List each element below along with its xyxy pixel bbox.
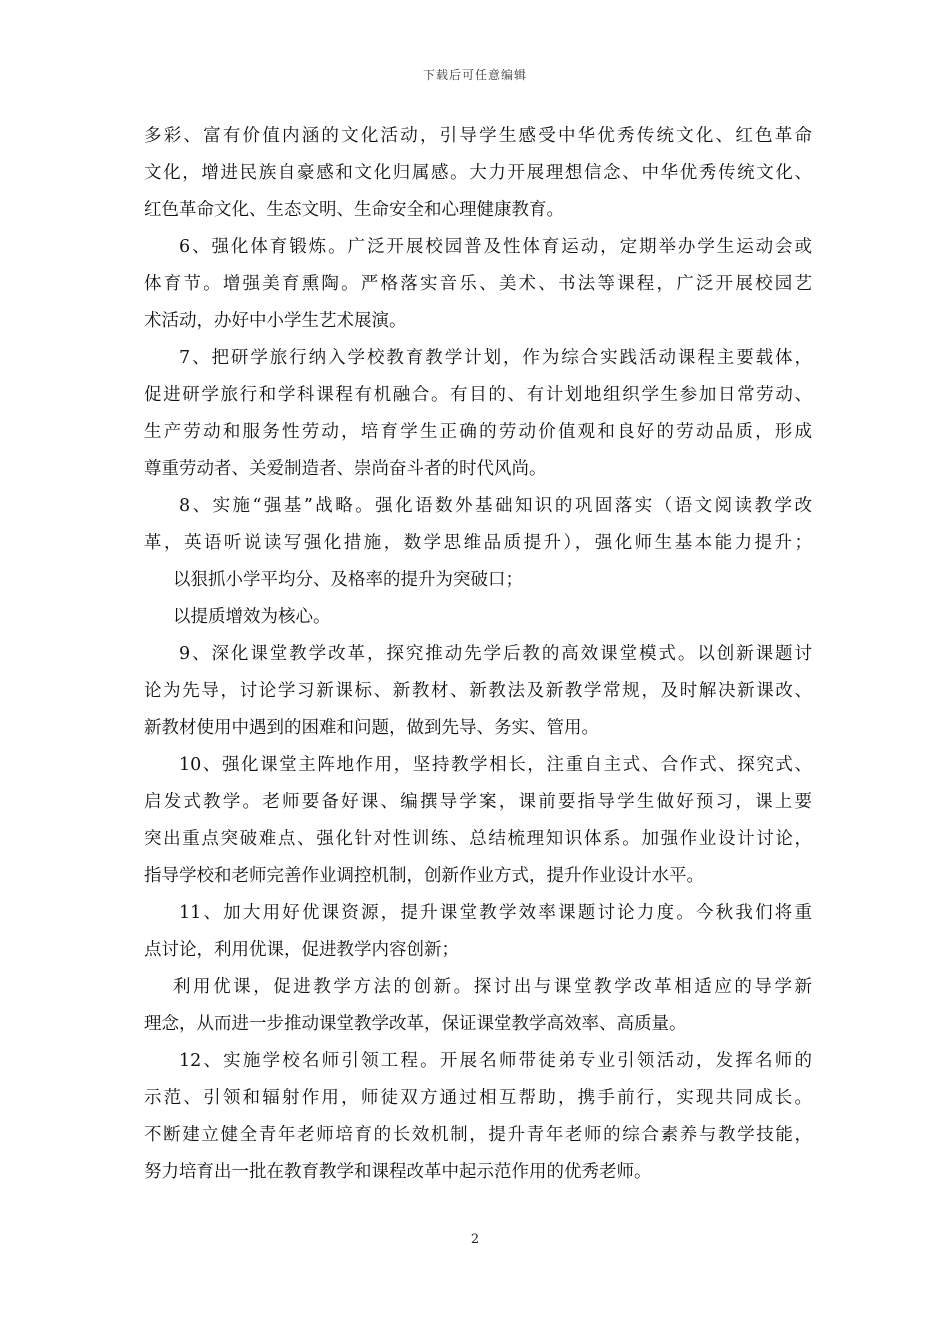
text-line: 新教材使用中遇到的困难和问题，做到先导、务实、管用。	[144, 718, 599, 738]
paragraph-11-line: 11、加大用好优课资源，提升课堂教学效率课题讨论力度。今秋我们将重	[179, 903, 812, 923]
text-line: 突出重点突破难点、强化针对性训练、总结梳理知识体系。加强作业设计讨论，	[144, 829, 812, 849]
text-line: 文化，增进民族自豪感和文化归属感。大力开展理想信念、中华优秀传统文化、	[144, 163, 812, 183]
text-line: 尊重劳动者、关爱制造者、崇尚奋斗者的时代风尚。	[144, 459, 547, 479]
text-line: 以提质增效为核心。	[173, 607, 331, 627]
text-line: 点讨论，利用优课，促进教学内容创新；	[144, 940, 459, 960]
document-body	[144, 118, 812, 1191]
text-line: 以狠抓小学平均分、及格率的提升为突破口；	[173, 570, 523, 590]
text-line: 术活动，办好中小学生艺术展演。	[144, 311, 407, 331]
paragraph-12-line: 12、实施学校名师引领工程。开展名师带徒弟专业引领活动，发挥名师的	[179, 1051, 812, 1071]
paragraph-7-line: 7、把研学旅行纳入学校教育教学计划，作为综合实践活动课程主要载体，	[179, 348, 812, 368]
text-line: 示范、引领和辐射作用，师徒双方通过相互帮助，携手前行，实现共同成长。	[144, 1088, 812, 1108]
paragraph-10-line: 10、强化课堂主阵地作用，坚持教学相长，注重自主式、合作式、探究式、	[179, 755, 812, 775]
paragraph-6-line: 6、强化体育锻炼。广泛开展校园普及性体育运动，定期举办学生运动会或	[179, 237, 812, 257]
text-line: 促进研学旅行和学科课程有机融合。有目的、有计划地组织学生参加日常劳动、	[144, 385, 812, 405]
paragraph-9-line: 9、深化课堂教学改革，探究推动先学后教的高效课堂模式。以创新课题讨	[179, 644, 812, 664]
text-line: 生产劳动和服务性劳动，培育学生正确的劳动价值观和良好的劳动品质，形成	[144, 422, 812, 442]
text-line: 论为先导，讨论学习新课标、新教材、新教法及新教学常规，及时解决新课改、	[144, 681, 812, 701]
text-line: 多彩、富有价值内涵的文化活动，引导学生感受中华优秀传统文化、红色革命	[144, 126, 812, 146]
text-line: 红色革命文化、生态文明、生命安全和心理健康教育。	[144, 200, 564, 220]
text-line: 体育节。增强美育熏陶。严格落实音乐、美术、书法等课程，广泛开展校园艺	[144, 274, 812, 294]
text-line: 启发式教学。老师要备好课、编撰导学案，课前要指导学生做好预习，课上要	[144, 792, 812, 812]
text-line: 利用优课，促进教学方法的创新。探讨出与课堂教学改革相适应的导学新	[173, 977, 812, 997]
paragraph-8-line: 8、实施“强基”战略。强化语数外基础知识的巩固落实（语文阅读教学改	[179, 496, 812, 516]
page-number: 2	[470, 1232, 480, 1247]
text-line: 革，英语听说读写强化措施，数学思维品质提升），强化师生基本能力提升；	[144, 533, 812, 553]
text-line: 不断建立健全青年老师培育的长效机制，提升青年老师的综合素养与教学技能，	[144, 1125, 812, 1145]
text-line: 努力培育出一批在教育教学和课程改革中起示范作用的优秀老师。	[144, 1162, 652, 1182]
text-line: 指导学校和老师完善作业调控机制，创新作业方式，提升作业设计水平。	[144, 866, 704, 886]
text-line: 理念，从而进一步推动课堂教学改革，保证课堂教学高效率、高质量。	[144, 1014, 687, 1034]
page-header: 下载后可任意编辑	[422, 68, 527, 82]
